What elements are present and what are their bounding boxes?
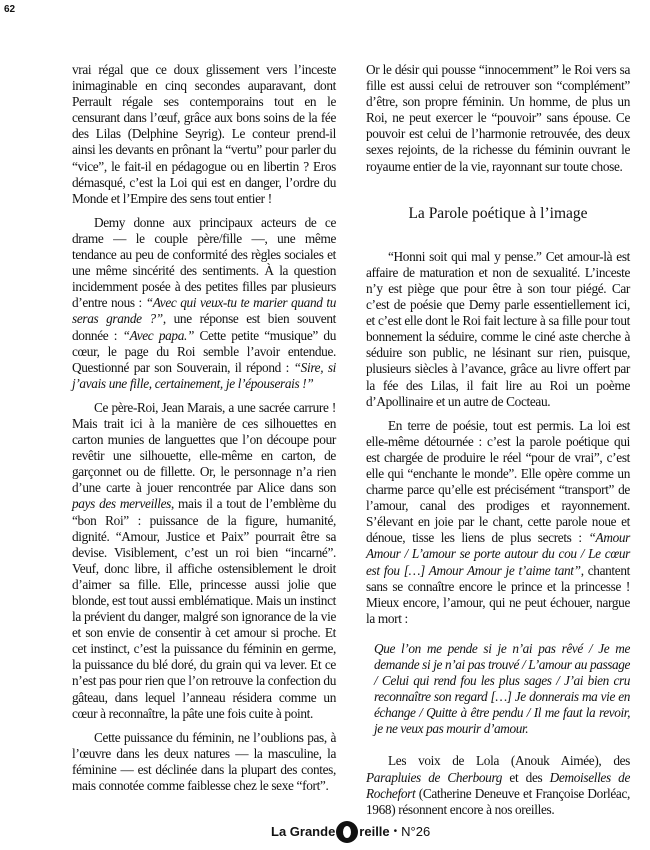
paragraph: vrai régal que ce doux glissement vers l’inceste inimaginable en cinq secondes auparavant, dont Perrault régale ses contemporains tout en le censurant dans l’œuf, grâce aux bons soins de la fée des Lilas (Delphine Seyrig). Le conteur prend-il ainsi les devants en prônant la “vertu” pour parler du “vice”, le fait-il en pédagogue ou en libertin ? Eros démasqué, c’est la Loi qui est en danger, l’ordre du Monde et l’Empire des sens tout entier !: [72, 62, 336, 206]
title-reference: pays des merveilles: [72, 496, 171, 512]
magazine-name-start: La Grande: [271, 823, 336, 839]
paragraph: Cette puissance du féminin, ne l’oublions pas, à l’œuvre dans les deux natures — la masculine, la féminine — est déclinée dans la plupart des contes, mais connotée comme faiblesse chez le sexe “fort”.: [72, 729, 336, 794]
paragraph: Ce père-Roi, Jean Marais, a une sacrée carrure ! Mais trait ici à la manière de ces silhouettes en carton munies de languettes que l’on découpe pour revêtir une silhouette, elle-même en carton, de garçonnet ou de fillette. Or, le personnage n’a rien d’une carte à jouer rencontrée par Alice dans son pays des merveilles, mais il a tout de l’emblème du “bon Roi” : puissance de la figure, humanité, dignité. “Amour, Justice et Paix” pourrait être sa devise. Visiblement, c’est un roi bien “incarné”. Veuf, donc libre, il affiche ostensiblement le droit d’aimer sa fille. Elle, princesse aussi jolie que blonde, est tout aussi emblématique. Mais un instinct la prévient du danger, malgré son ignorance de la vie et son envie de consentir à cet amour si proche. Et cet instinct, c’est la puissance du féminin en germe, la puissance du blé doré, du grain qui va lever. Et ce n’est pas pour rien que l’on retrouve la confection du gâteau, dans lequel l’anneau résidera comme un cœur à reconnaître, la pâte une fois cuite à point.: [72, 399, 336, 721]
poem-quote: Que l’on me pende si je n’ai pas rêvé / Je me demande si je n’ai pas trouvé / L’amour au passage / Celui qui rend fou les plus sages / J’ai bien cru reconnaître son regard […] Je donnerais ma vie en échange / Quitte à être pendu / Il me faut la revoir, je ne veux pas mourir d’amour.: [374, 640, 630, 737]
paragraph: Les voix de Lola (Anouk Aimée), des Parapluies de Cherbourg et des Demoiselles de Rochefort (Catherine Deneuve et Françoise Dorléac, 1968) résonnent encore à nos oreilles.: [366, 753, 630, 817]
magazine-name-end: reille: [359, 823, 390, 839]
bullet-separator: •: [393, 825, 398, 837]
quotation: “Sire, si j’avais une fille, certainement, je l’épouserais !”: [72, 359, 336, 391]
song-lyrics: “Amour Amour / L’amour se porte autour du cou / Le cœur est fou […] Amour Amour je t’aime tant”: [366, 530, 630, 578]
magazine-o-logo-icon: [336, 821, 358, 843]
right-column: [366, 62, 630, 818]
section-heading: La Parole poétique à l’image: [408, 204, 588, 222]
paragraph: Demy donne aux principaux acteurs de ce drame — le couple père/fille —, une même tendance au peu de conformité des règles sociales et une même sincérité des sentiments. À la question incidemment posée à des petites filles par plusieurs d’entre nous : “Avec qui veux-tu te marier quand tu seras grande ?”, une réponse est bien souvent donnée : “Avec papa.” Cette petite “musique” du cœur, le page du Roi semble l’avoir entendue. Questionné par son Souverain, il répond : “Sire, si j’avais une fille, certainement, je l’épouserais !”: [72, 214, 337, 391]
film-title: Parapluies de Cherbourg: [366, 769, 503, 785]
paragraph: Or le désir qui pousse “innocemment” le Roi vers sa fille est aussi celui de retrouver son “complément” d’être, son propre féminin. Un homme, de plus un Roi, ne peut exercer le “pouvoir” sans épouse. Ce pouvoir est celui de l’harmonie retrouvée, des deux sexes rejoints, de la richesse du féminin ouvrant le royaume entier de la vie, rayonnant sur toute chose.: [366, 62, 630, 174]
paragraph: “Honni soit qui mal y pense.” Cet amour-là est affaire de maturation et non de sexualité. L’inceste n’y est piège que pour être à son tour piégé. Car c’est de poésie que Demy parle essentiellement ici, et c’est elle dont le Roi fait lecture à sa fille pour tout bonnement la séduire, comme le ciné aste cherche à séduire son public, ne lésinant sur rien, puisque, plusieurs siècles à l’avance, grâce au livre offert par la fée des Lilas, il fait lire au Roi un poème d’Apollinaire et un autre de Cocteau.: [366, 248, 630, 409]
film-title: Demoiselles de Rochefort: [366, 769, 630, 801]
quotation: “Avec papa.”: [122, 327, 195, 343]
footer: [271, 820, 430, 842]
issue-number: N°26: [401, 823, 431, 839]
quotation: “Avec qui veux-tu te marier quand tu seras grande ?”: [72, 295, 336, 327]
left-column: [72, 62, 336, 794]
page-number: 62: [4, 4, 16, 15]
paragraph: En terre de poésie, tout est permis. La loi est elle-même détournée : c’est la parole poétique qui est chargée de produire le réel “pour de vrai”, c’est elle qui “enchante le monde”. Elle opère comme un charme parce qu’elle est précisément “transport” de l’amour, canal des prodiges et rayonnement. S’élevant en joie par le chant, cette parole noue et dénoue, tisse les liens de plus secrets : “Amour Amour / L’amour se porte autour du cou / Le cœur est fou […] Amour Amour je t’aime tant”, chantent sans se connaître encore le prince et la princesse ! Mieux encore, l’amour, qui ne peut échouer, nargue la mort :: [366, 417, 630, 626]
